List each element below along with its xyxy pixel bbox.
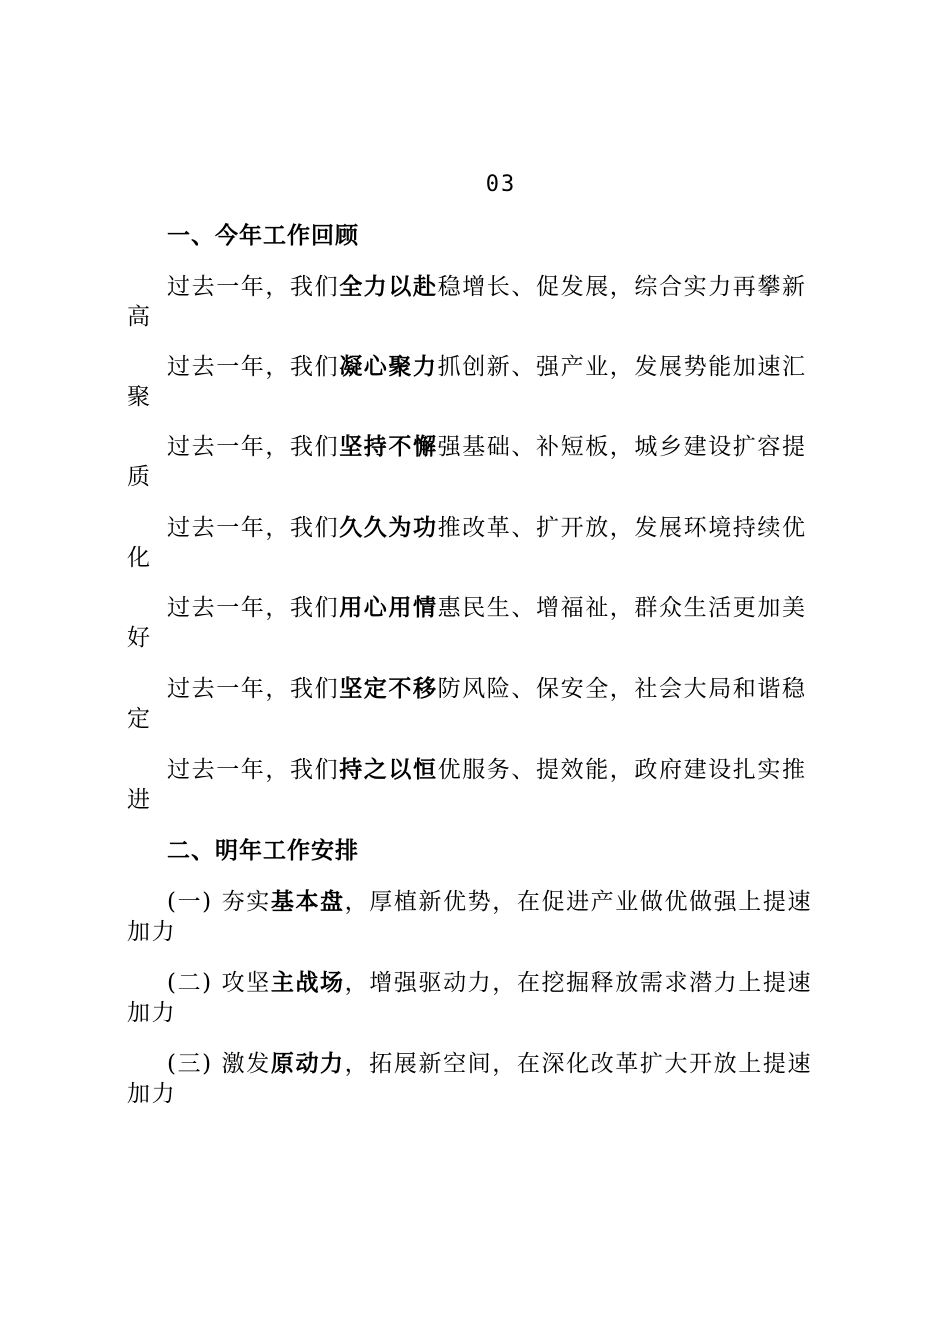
paragraph-lead: 过去一年，我们: [167, 515, 340, 541]
review-paragraph: [127, 593, 837, 653]
paragraph-continuation: 质: [127, 464, 152, 490]
paragraph-continuation: 进: [127, 787, 152, 813]
paragraph-continuation: 加力: [127, 1000, 177, 1026]
paragraph-text: 推改革、扩开放，发展环境持续优: [437, 515, 807, 541]
review-paragraph: [127, 755, 837, 815]
review-paragraph: [127, 513, 837, 573]
paragraph-text: ，拓展新空间，在深化改革扩大开放上提速: [344, 1051, 813, 1077]
paragraph-keyword: 凝心聚力: [339, 354, 438, 380]
paragraph-lead: 过去一年，我们: [167, 274, 340, 300]
paragraph-keyword: 坚定不移: [339, 676, 438, 702]
paragraph-keyword: 主战场: [270, 970, 345, 996]
paragraph-keyword: 基本盘: [270, 889, 345, 915]
paragraph-continuation: 化: [127, 545, 152, 571]
paragraph-lead: 过去一年，我们: [167, 354, 340, 380]
paragraph-keyword: 用心用情: [339, 595, 438, 621]
review-paragraph: [127, 674, 837, 734]
paragraph-keyword: 久久为功: [339, 515, 438, 541]
paragraph-text: 优服务、提效能，政府建设扎实推: [437, 757, 807, 783]
paragraph-lead: 过去一年，我们: [167, 434, 340, 460]
paragraph-lead: 过去一年，我们: [167, 595, 340, 621]
paragraph-text: ，增强驱动力，在挖掘释放需求潜力上提速: [344, 970, 813, 996]
paragraph-lead: 过去一年，我们: [167, 757, 340, 783]
section-heading-plan: 二、明年工作安排: [167, 838, 359, 864]
page-number: 03: [485, 172, 517, 197]
section-heading-review: 一、今年工作回顾: [167, 223, 359, 249]
paragraph-text: 强基础、补短板，城乡建设扩容提: [437, 434, 807, 460]
paragraph-text: 防风险、保安全，社会大局和谐稳: [437, 676, 807, 702]
paragraph-keyword: 全力以赴: [339, 274, 438, 300]
review-paragraph: [127, 432, 837, 492]
plan-paragraph: [127, 968, 837, 1028]
paragraph-keyword: 持之以恒: [339, 757, 438, 783]
review-paragraph: [127, 352, 837, 412]
paragraph-text: 稳增长、促发展，综合实力再攀新: [437, 274, 807, 300]
paragraph-lead: (三) 激发: [167, 1051, 271, 1077]
paragraph-text: ，厚植新优势，在促进产业做优做强上提速: [344, 889, 813, 915]
paragraph-text: 惠民生、增福祉，群众生活更加美: [437, 595, 807, 621]
plan-paragraph: [127, 1049, 837, 1109]
paragraph-continuation: 高: [127, 304, 152, 330]
paragraph-lead: 过去一年，我们: [167, 676, 340, 702]
paragraph-keyword: 坚持不懈: [339, 434, 438, 460]
paragraph-continuation: 定: [127, 706, 152, 732]
paragraph-keyword: 原动力: [270, 1051, 345, 1077]
paragraph-lead: (二) 攻坚: [167, 970, 271, 996]
paragraph-lead: (一) 夯实: [167, 889, 271, 915]
review-paragraph: [127, 272, 837, 332]
paragraph-continuation: 加力: [127, 1081, 177, 1107]
plan-paragraph: [127, 887, 837, 947]
paragraph-continuation: 加力: [127, 919, 177, 945]
paragraph-continuation: 聚: [127, 384, 152, 410]
paragraph-continuation: 好: [127, 625, 152, 651]
paragraph-text: 抓创新、强产业，发展势能加速汇: [437, 354, 807, 380]
